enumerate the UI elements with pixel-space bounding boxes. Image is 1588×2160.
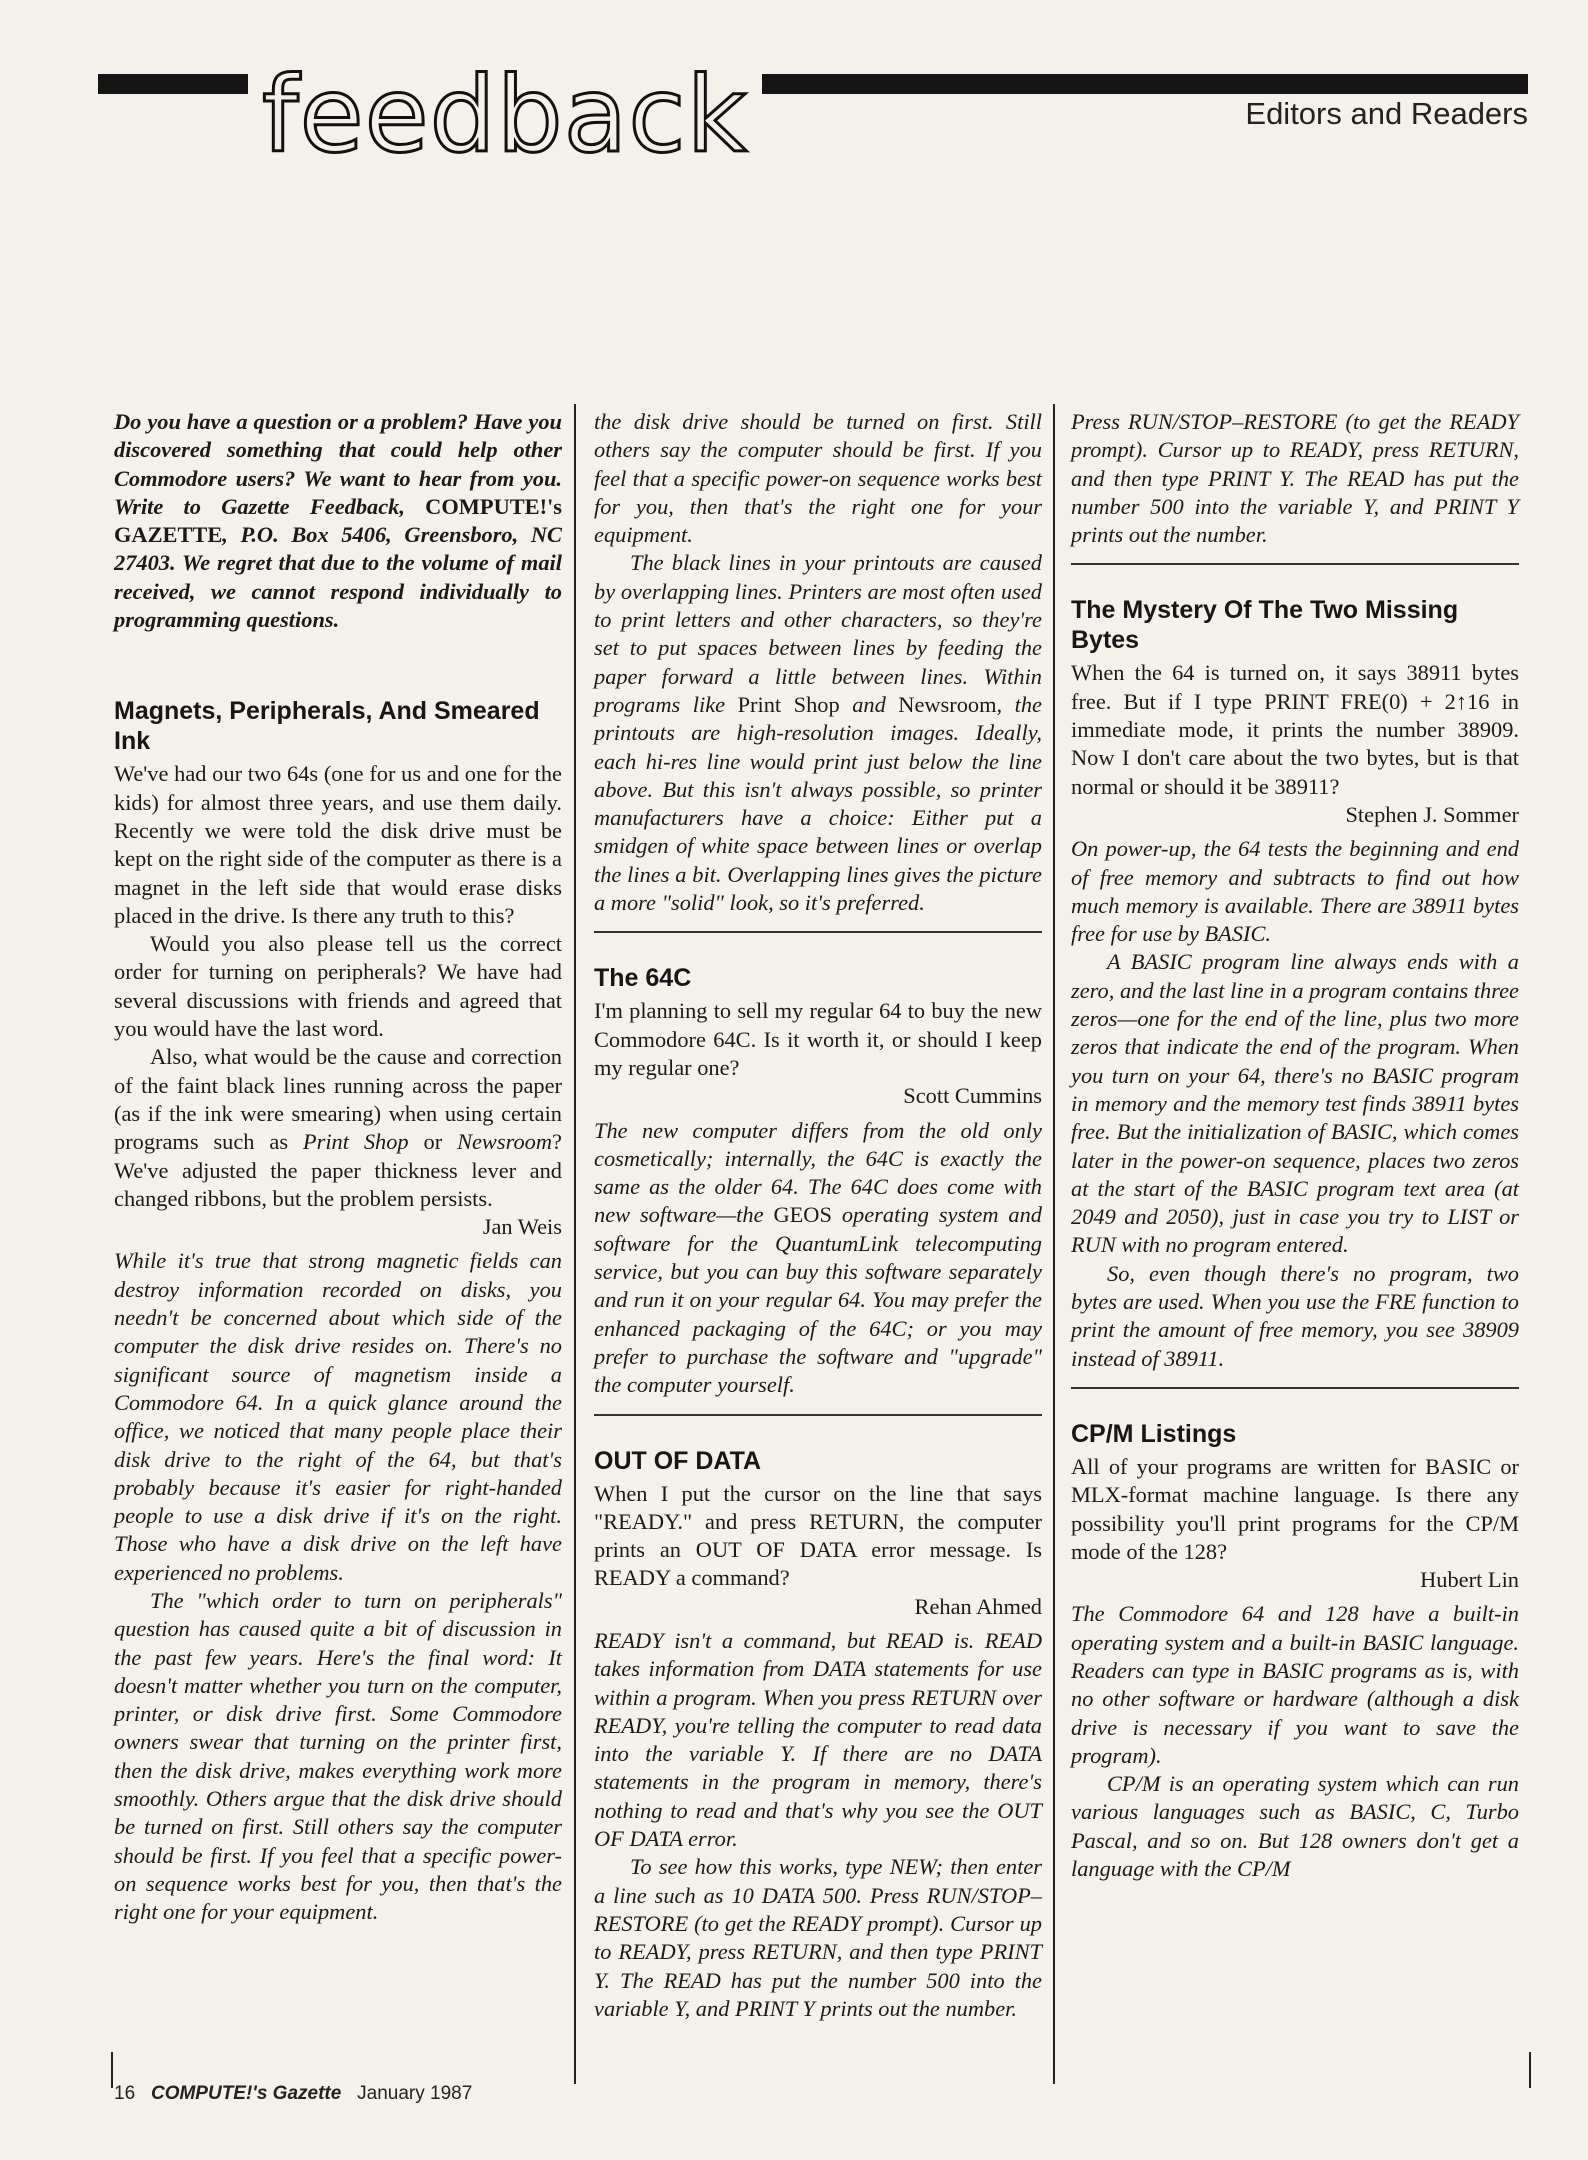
letter-paragraph: Also, what would be the cause and correction of the faint black lines running across the paper (as if the ink were smearing) when using certain programs such as Print Shop or Newsroom? We've adjusted the paper thickness lever and changed ribbons, but the problem persists. (114, 1044, 562, 1211)
answer-paragraph-continued: the disk drive should be turned on first. Still others say the computer should be first. If you feel that a specific power-on sequence works best for you, then that's the right one for your equipment. (594, 409, 1042, 548)
article-heading-magnets: Magnets, Peripherals, And Smeared Ink (114, 697, 540, 756)
answer-paragraph: The black lines in your printouts are caused by overlapping lines. Printers are most often used to print letters and other characters, so they're set to put spaces between lines by feeding the paper forward a little between lines. Within programs like Print Shop and Newsroom, the printouts are high-resolution images. Ideally, each hi-res line would print just below the line above. But this isn't always possible, so printer manufacturers have a choice: Either put a smidgen of white space between lines or overlap the lines a bit. Overlapping lines gives the picture a more "solid" look, so it's preferred. (594, 550, 1043, 916)
letter-signature: Stephen J. Sommer (1345, 801, 1519, 827)
intro-magazine-name: COMPUTE!'s GAZETTE (114, 493, 562, 548)
column-divider (1529, 2052, 1531, 2088)
page-number: 16 (114, 2083, 136, 2104)
answer-paragraph-continued: Press RUN/STOP–RESTORE (to get the READY prompt). Cursor up to READY, press RETURN, and then type PRINT Y. The READ has put the number 500 into the variable Y, and PRINT Y prints out the number. (1071, 409, 1519, 548)
intro-text: , P.O. Box 5406, Greensboro, NC 27403. We regret that due to the volume of mail received, we cannot respond individually to programming questions. (114, 522, 562, 633)
masthead-title: feedback (248, 40, 762, 180)
letter-paragraph: Would you also please tell us the correct order for turning on peripherals? We have had several discussions with friends and agreed that you would have the last word. (114, 931, 562, 1042)
article-heading-out-of-data: OUT OF DATA (594, 1446, 762, 1475)
section-divider (594, 1414, 1042, 1416)
answer-paragraph: So, even though there's no program, two bytes are used. When you use the FRE function to print the amount of free memory, you see 38909 instead of 38911. (1071, 1260, 1519, 1371)
letter-signature: Jan Weis (482, 1214, 562, 1240)
article-heading-missing-bytes: The Mystery Of The Two Missing Bytes (1071, 596, 1459, 655)
section-divider (1071, 1387, 1519, 1389)
magazine-name: COMPUTE!'s Gazette (150, 2083, 342, 2104)
answer-paragraph: On power-up, the 64 tests the beginning and end of free memory and subtracts to find out how much memory is available. There are 38911 bytes free for use by BASIC. (1071, 836, 1519, 947)
column-divider (574, 404, 576, 2084)
answer-paragraph: CP/M is an operating system which can run various languages such as BASIC, C, Turbo Pascal, and so on. But 128 owners don't get a language with the CP/M (1071, 1771, 1519, 1882)
answer-paragraph: The "which order to turn on peripherals" question has caused quite a bit of discussion in the past few years. Here's the final word: It doesn't matter whether you turn on the computer, printer, or disk drive first. Some Commodore owners swear that turning on the printer first, then the disk drive, makes everything work more smoothly. Others argue that the disk drive should be turned on first. Still others say the computer should be first. If you feel that a specific power-on sequence works best for you, then that's the right one for your equipment. (114, 1587, 562, 1925)
letter-paragraph: I'm planning to sell my regular 64 to buy the new Commodore 64C. Is it worth it, or should I keep my regular one? (594, 998, 1042, 1080)
issue-date: January 1987 (357, 2083, 473, 2104)
section-divider (1071, 563, 1519, 565)
article-heading-cpm: CP/M Listings (1071, 1419, 1237, 1448)
letter-paragraph: All of your programs are written for BASIC or MLX-format machine language. Is there any possibility you'll print programs for the CP/M mode of the 128? (1071, 1453, 1519, 1564)
column-divider (111, 2052, 113, 2088)
letter-signature: Rehan Ahmed (914, 1593, 1042, 1619)
article-heading-64c: The 64C (594, 964, 692, 993)
answer-paragraph: The Commodore 64 and 128 have a built-in operating system and a built-in BASIC language. Readers can type in BASIC programs as is, with no other software or hardware (although a disk drive is necessary if you want to save the program). (1071, 1601, 1519, 1768)
intro-paragraph (114, 408, 562, 634)
answer-paragraph: To see how this works, type NEW; then enter a line such as 10 DATA 500. Press RUN/STOP–RESTORE (to get the READY prompt). Cursor up to READY, press RETURN, and then type PRINT Y. The READ has put the number 500 into the variable Y, and PRINT Y prints out the number. (594, 1854, 1042, 2021)
letter-paragraph: We've had our two 64s (one for us and one for the kids) for almost three years, and use them daily. Recently we were told the disk drive must be kept on the right side of the computer as there is a magnet in the left side that would erase disks placed in the drive. Is there any truth to this? (114, 761, 562, 928)
page-footer (114, 2083, 472, 2105)
letter-signature: Scott Cummins (903, 1083, 1042, 1109)
answer-paragraph: While it's true that strong magnetic fields can destroy information recorded on disks, you needn't be concerned about which side of the computer the disk drive resides on. There's no significant source of magnetism inside a Commodore 64. In a quick glance around the office, we noticed that many people place their disk drive to the right of the 64, but that's probably because it's easier for right-handed people to use a disk drive if it's on the right. Those who have a disk drive on the left have experienced no problems. (114, 1248, 562, 1585)
answer-paragraph: The new computer differs from the old only cosmetically; internally, the 64C is exactly the same as the older 64. The 64C does come with new software—the GEOS operating system and software for the QuantumLink telecomputing service, but you can buy this software separately and run it on your regular 64. You may prefer the enhanced packaging of the 64C; or you may prefer to purchase the software and "upgrade" the computer yourself. (594, 1117, 1042, 1398)
intro-text: Do you have a question or a problem? Have you discovered something that could help other Commodore users? We want to hear from you. Write to Gazette Feedback, (114, 409, 562, 519)
column-1 (114, 408, 562, 1925)
column-3 (1071, 408, 1519, 1883)
letter-paragraph: When I put the cursor on the line that says "READY." and press RETURN, the computer prints an OUT OF DATA error message. Is READY a command? (594, 1480, 1042, 1591)
answer-paragraph: A BASIC program line always ends with a zero, and the last line in a program contains three zeros—one for the end of the line, plus two more zeros that indicate the end of the program. When you turn on your 64, there's no BASIC program in memory and the memory test finds 38911 bytes free. But the initialization of BASIC, which comes later in the power-on sequence, places two zeros at the start of the BASIC program text area (at 2049 and 2050), just in case you try to LIST or RUN with no program entered. (1071, 949, 1519, 1258)
column-2 (594, 408, 1043, 2021)
letter-paragraph: When the 64 is turned on, it says 38911 bytes free. But if I type PRINT FRE(0) + 2↑16 in immediate mode, it prints the number 38909. Now I don't care about the two bytes, but is that normal or should it be 38911? (1071, 660, 1519, 799)
letter-signature: Hubert Lin (1420, 1567, 1519, 1593)
column-divider (1053, 404, 1055, 2084)
section-divider (594, 931, 1042, 933)
masthead-subtitle: Editors and Readers (1245, 96, 1528, 131)
answer-paragraph: READY isn't a command, but READ is. READ takes information from DATA statements for use within a program. When you press RETURN over READY, you're telling the computer to read data into the variable Y. If there are no DATA statements in the program in memory, there's nothing to read and that's why you see the OUT OF DATA error. (594, 1627, 1042, 1852)
